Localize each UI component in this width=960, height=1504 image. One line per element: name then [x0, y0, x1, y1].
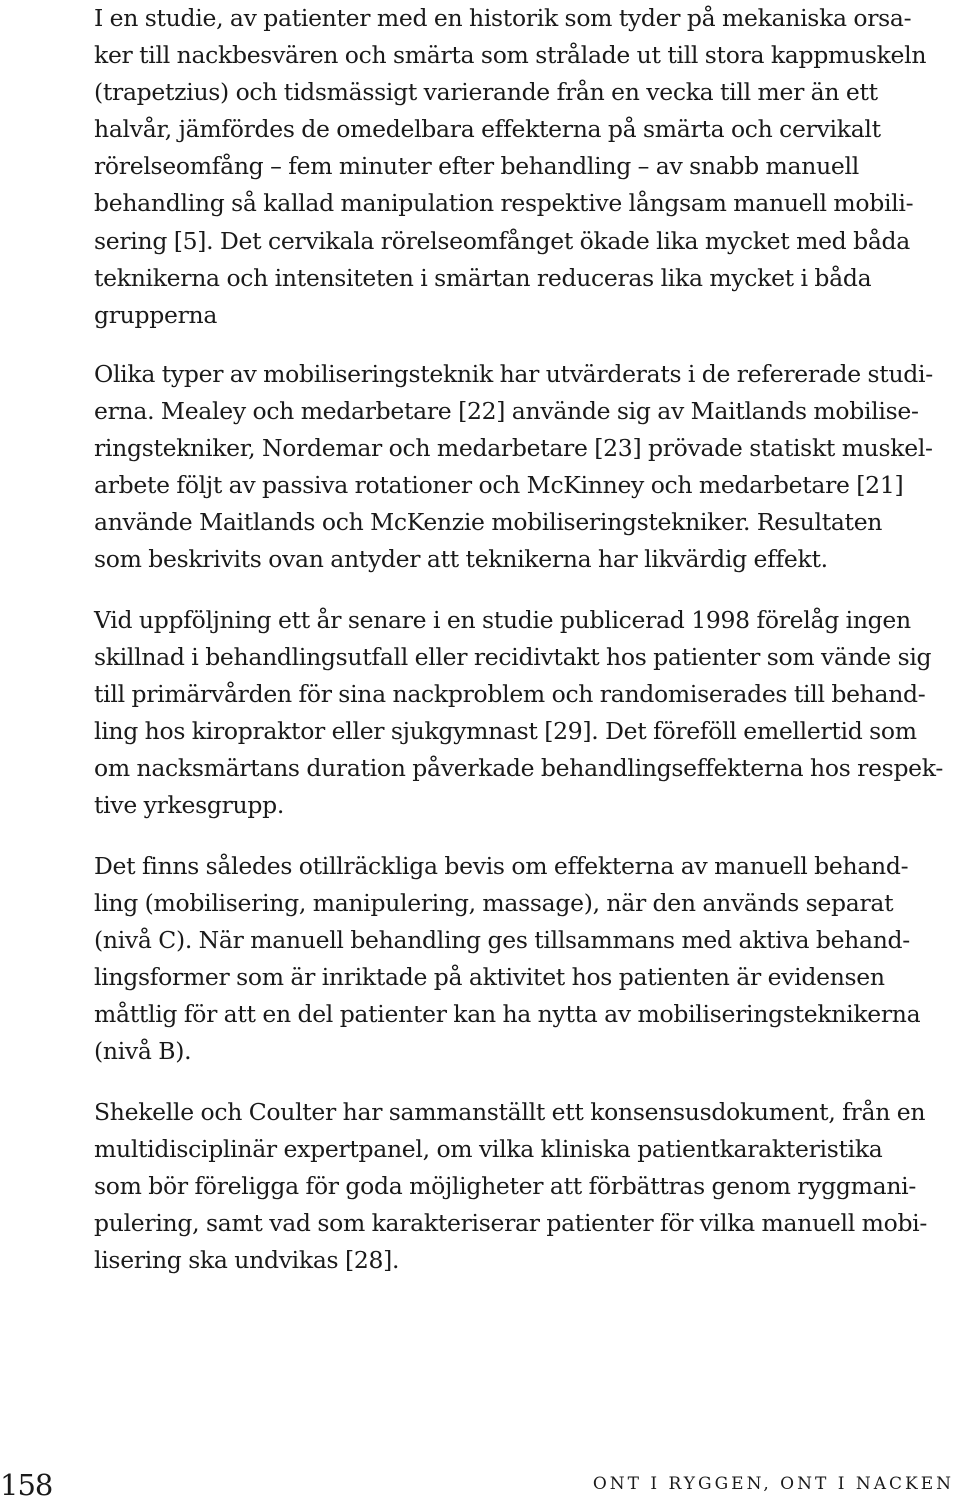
paragraph-3 [94, 602, 954, 825]
text-line: ringstekniker, Nordemar och medarbetare [23] prövade statiskt muskel- [94, 434, 933, 463]
paragraph-2 [94, 356, 954, 579]
text-line: arbete följt av passiva rotationer och McKinney och medarbetare [21] [94, 471, 904, 500]
page-number: 158 [0, 1468, 53, 1502]
text-line: pulering, samt vad som karakteriserar patienter för vilka manuell mobi- [94, 1209, 928, 1238]
text-line: måttlig för att en del patienter kan ha nytta av mobiliseringsteknikerna [94, 1000, 921, 1029]
text-line: som bör föreligga för goda möjligheter att förbättras genom ryggmani- [94, 1172, 917, 1201]
text-line: halvår, jämfördes de omedelbara effekterna på smärta och cervikalt [94, 115, 881, 144]
text-line: till primärvården för sina nackproblem och randomiserades till behand- [94, 680, 926, 709]
text-line: lisering ska undvikas [28]. [94, 1246, 400, 1275]
paragraph-5 [94, 1094, 954, 1279]
text-line: använde Maitlands och McKenzie mobiliseringstekniker. Resultaten [94, 508, 883, 537]
text-line: skillnad i behandlingsutfall eller recidivtakt hos patienter som vände sig [94, 643, 932, 672]
text-line: multidisciplinär expertpanel, om vilka kliniska patientkarakteristika [94, 1135, 883, 1164]
text-line: Shekelle och Coulter har sammanställt ett konsensusdokument, från en [94, 1098, 926, 1126]
text-line: om nacksmärtans duration påverkade behandlingseffekterna hos respek- [94, 754, 943, 783]
text-line: I en studie, av patienter med en historik som tyder på mekaniska orsa- [94, 4, 912, 32]
paragraph-1 [94, 0, 954, 334]
text-line: erna. Mealey och medarbetare [22] använde sig av Maitlands mobilise- [94, 397, 919, 426]
text-line: (trapetzius) och tidsmässigt varierande från en vecka till mer än ett [94, 78, 878, 107]
text-line: sering [5]. Det cervikala rörelseomfånget ökade lika mycket med båda [94, 226, 911, 255]
text-line: som beskrivits ovan antyder att teknikerna har likvärdig effekt. [94, 545, 828, 574]
text-line: behandling så kallad manipulation respektive långsam manuell mobili- [94, 189, 914, 218]
text-line: ling (mobilisering, manipulering, massage), när den används separat [94, 889, 894, 918]
text-line: rörelseomfång – fem minuter efter behandling – av snabb manuell [94, 152, 859, 181]
text-line: (nivå B). [94, 1037, 192, 1066]
text-line: Det finns således otillräckliga bevis om effekterna av manuell behand- [94, 852, 909, 880]
text-line: teknikerna och intensiteten i smärtan reduceras lika mycket i båda [94, 263, 872, 292]
text-line: lingsformer som är inriktade på aktivitet hos patienten är evidensen [94, 963, 885, 992]
text-line: ling hos kiropraktor eller sjukgymnast [29]. Det föreföll emellertid som [94, 717, 917, 746]
text-line: Vid uppföljning ett år senare i en studie publicerad 1998 förelåg ingen [94, 606, 911, 634]
text-line: Olika typer av mobiliseringsteknik har utvärderats i de refererade studi- [94, 360, 933, 388]
text-line: ker till nackbesvären och smärta som strålade ut till stora kappmuskeln [94, 41, 927, 70]
paragraph-4 [94, 848, 954, 1071]
text-line: (nivå C). När manuell behandling ges tillsammans med aktiva behand- [94, 926, 910, 955]
text-line: grupperna [94, 300, 218, 329]
text-line: tive yrkesgrupp. [94, 791, 284, 820]
running-title: ONT I RYGGEN, ONT I NACKEN [592, 1474, 954, 1494]
